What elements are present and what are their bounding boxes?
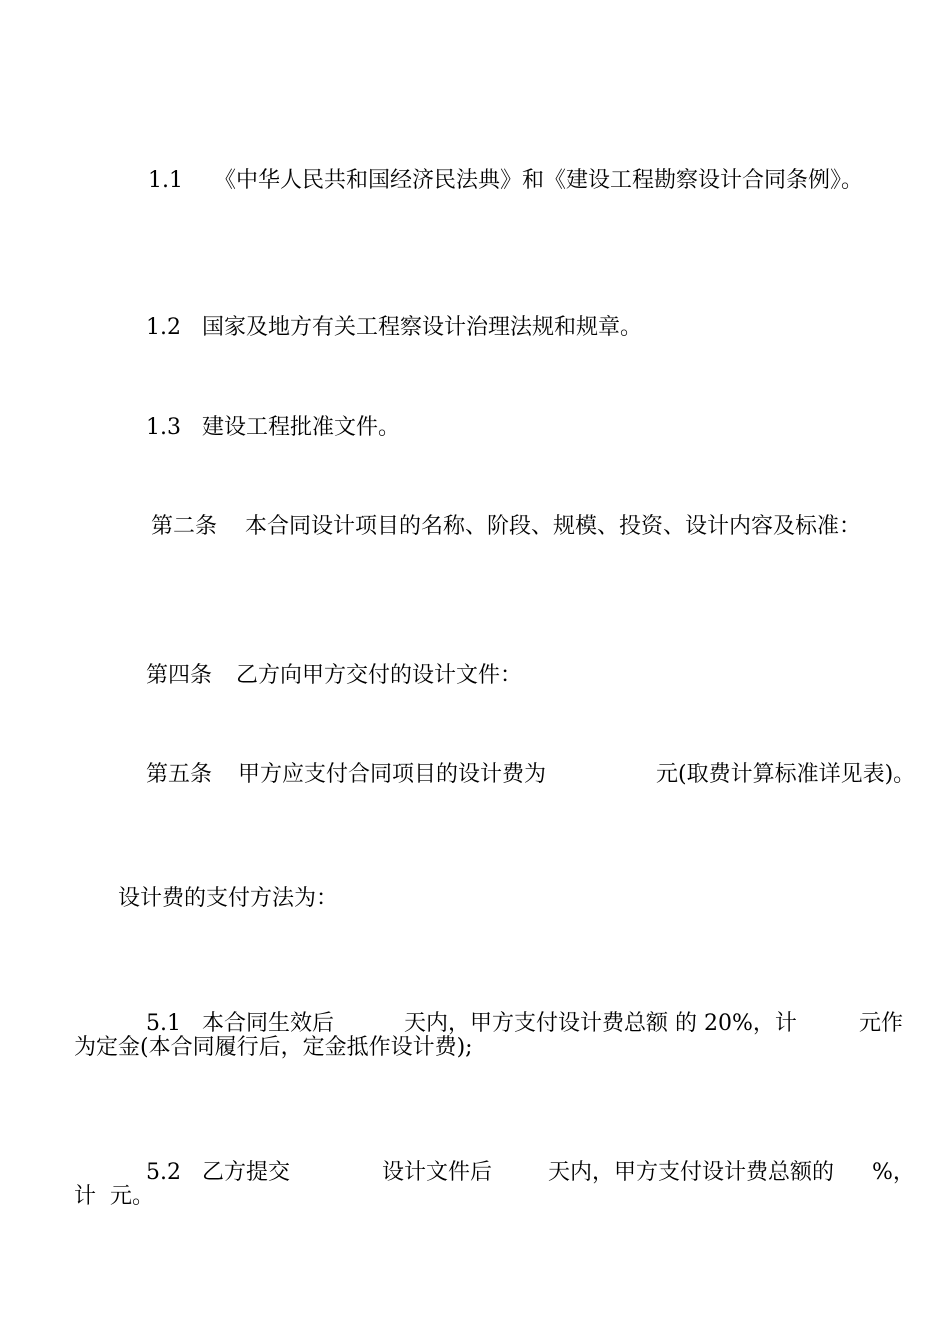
article-text: 本合同设计项目的名称、阶段、规模、投资、设计内容及标准：	[244, 514, 861, 539]
article-4	[118, 637, 522, 715]
clause-part-b: 设计文件后	[381, 1160, 492, 1185]
clause-part-c: 元作	[858, 1011, 903, 1036]
payment-method-heading: 设计费的支付方法为：	[118, 886, 339, 911]
article-2	[123, 488, 861, 566]
clause-text: 建设工程批准文件。	[201, 415, 400, 440]
clause-number: 5.2	[145, 1160, 181, 1185]
clause-5-2-continuation: 计 元。	[74, 1184, 154, 1209]
clause-number: 1.1	[147, 168, 183, 193]
clause-number: 1.3	[145, 415, 181, 440]
clause-part-d: %，	[871, 1160, 915, 1185]
clause-number: 5.1	[145, 1011, 181, 1036]
clause-5-2	[118, 1134, 915, 1212]
clause-1-3	[118, 389, 400, 467]
clause-part-a: 本合同生效后	[201, 1011, 334, 1036]
article-number: 第五条	[145, 762, 212, 787]
article-text-before-blank: 甲方应支付合同项目的设计费为	[237, 762, 546, 787]
article-text: 乙方向甲方交付的设计文件：	[235, 663, 522, 688]
clause-text: 《中华人民共和国经济民法典》和《建设工程勘察设计合同条例》。	[213, 168, 863, 193]
clause-part-c: 天内，甲方支付设计费总额的	[547, 1160, 834, 1185]
article-number: 第四条	[145, 663, 212, 688]
clause-1-1	[120, 142, 863, 220]
clause-text: 国家及地方有关工程察设计治理法规和规章。	[201, 315, 642, 340]
article-text-after-blank: 元(取费计算标准详见表)。	[655, 762, 916, 787]
article-5	[118, 736, 915, 814]
clause-part-a: 乙方提交	[201, 1160, 290, 1185]
article-number: 第二条	[150, 514, 217, 539]
clause-part-b: 天内，甲方支付设计费总额 的 20%，计	[403, 1011, 797, 1036]
clause-1-2	[118, 289, 642, 367]
clause-5-1-continuation: 为定金(本合同履行后，定金抵作设计费);	[74, 1035, 473, 1060]
clause-number: 1.2	[145, 315, 181, 340]
